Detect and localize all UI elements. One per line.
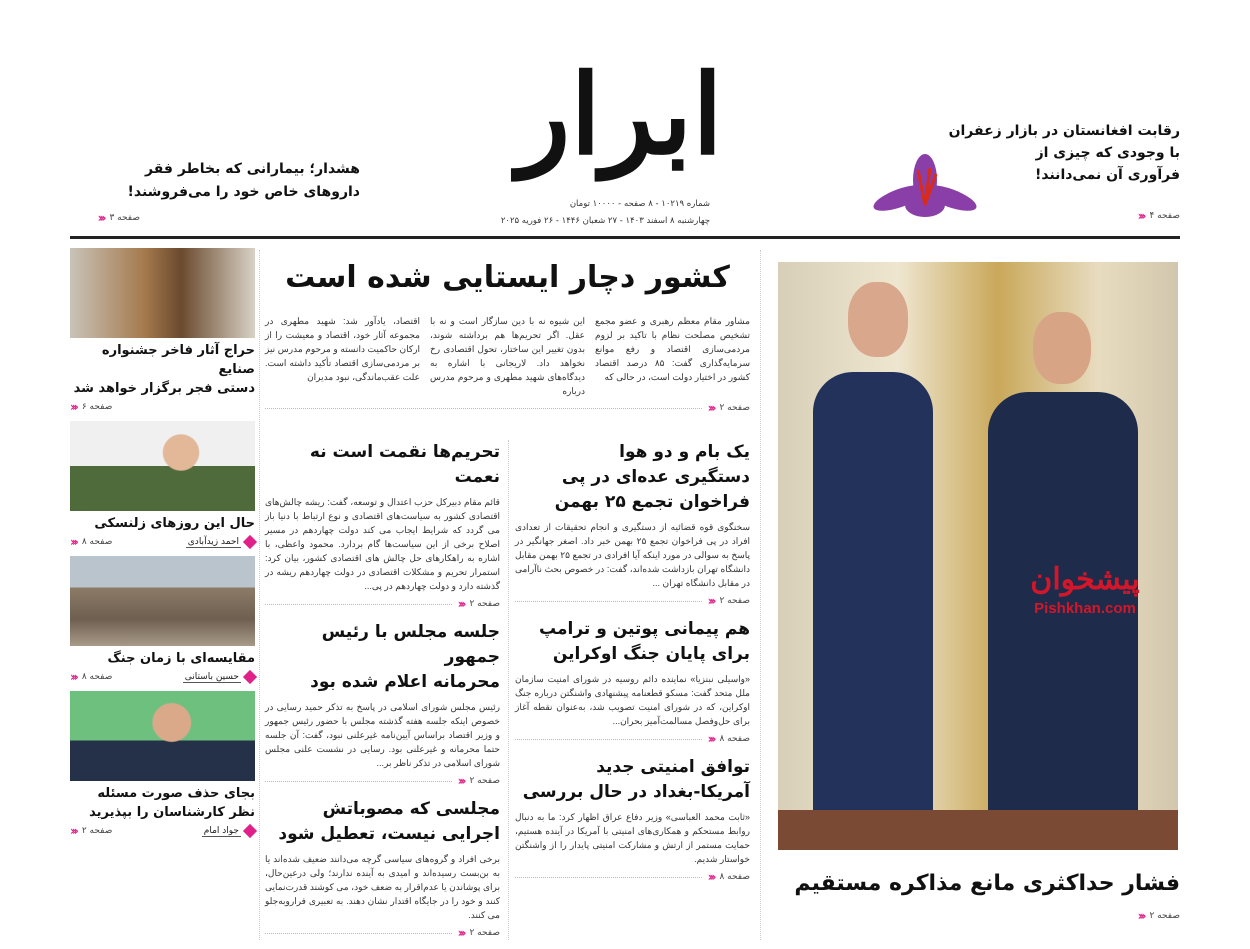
chevrons-icon: ‹‹‹	[707, 401, 714, 415]
page-ref-label: صفحه ۲	[719, 403, 750, 413]
page-ref-label: صفحه ۲	[469, 599, 500, 609]
lead-headline[interactable]: کشور دچار ایستایی شده است	[285, 260, 730, 295]
story	[515, 440, 750, 607]
chevrons-icon: ‹‹‹	[70, 400, 76, 414]
left-story-headline[interactable]: بجای حذف صورت مسئله نظر کارشناسان را بپذیرید	[89, 786, 255, 820]
lead-columns	[265, 314, 750, 398]
news-column-a	[515, 440, 750, 893]
column-divider	[259, 250, 260, 940]
date-line: چهارشنبه ۸ اسفند ۱۴۰۳ - ۲۷ شعبان ۱۴۴۶ - ۲۶ فوریه ۲۰۲۵	[500, 216, 710, 226]
diamond-icon	[243, 535, 257, 549]
left-page-ref[interactable]	[70, 671, 112, 683]
chevrons-icon: ‹‹‹	[70, 824, 76, 838]
story-page-ref[interactable]	[515, 595, 750, 607]
lead-story	[265, 250, 750, 430]
war-ruins-photo	[70, 556, 255, 646]
left-page-ref[interactable]	[70, 536, 112, 548]
left-story	[65, 248, 255, 413]
watermark-en: Pishkhan.com	[1034, 600, 1136, 617]
story-headline[interactable]: هم پیمانی پوتین و ترامپ برای پایان جنگ اوکراین	[538, 619, 750, 664]
chevrons-icon: ‹‹‹	[1137, 909, 1144, 923]
chevrons-icon: ‹‹‹	[457, 774, 464, 788]
diplomats-handshake-photo	[778, 262, 1178, 850]
story-body: سخنگوی قوه قضائیه از دستگیری و انجام تحقیقات از تعدادی افراد در پی فراخوان تجمع ۲۵ بهمن خبر داد. اصغر جهانگیر در پاسخ به سوالی در مورد اینکه آیا افرادی در تجمع ۲۵ بهمن مقابل دانشگاه تهران بازداشت شده‌اند، گفت: در خصوص بحث ناآرامی در مقابل دانشگاه تهران ...	[515, 522, 750, 588]
top-right-headline[interactable]: رقابت افغانستان در بازار زعفران با وجودی که چیزی از فرآوری آن نمی‌دانند!	[948, 123, 1180, 183]
left-page-ref[interactable]	[70, 825, 112, 837]
story-body: برخی افراد و گروه‌های سیاسی گرچه می‌دانند ضعیف شده‌اند یا به بن‌بست رسیده‌اند و امیدی به آینده ندارند؛ ولی درعین‌حال، برای پوشاندن یا عدم‌اقرار به ضعف خود، می کوشند قدرت‌نمایی کنند و خود را در جایگاه اقتدار نشان دهند. به تعبیری فرارو‌به‌جلو می کنند.	[265, 854, 500, 920]
photo-story-page-ref[interactable]	[1105, 910, 1180, 922]
diamond-icon	[243, 824, 257, 838]
left-story-headline[interactable]: حال این روزهای زلنسکی	[94, 516, 255, 531]
page-ref-label: صفحه ۶	[81, 402, 113, 412]
left-story-meta	[65, 401, 255, 413]
story	[265, 440, 500, 610]
page-ref-label: صفحه ۸	[81, 537, 113, 547]
story	[265, 797, 500, 939]
page-ref-label: صفحه ۲	[469, 928, 500, 938]
lead-column-3: اقتصاد، یادآور شد: شهید مطهری در مجموعه آثار خود، اقتصاد و معیشت را از ارکان حاکمیت دانسته و مرحوم مدرس نیز بر مردمی‌سازی اقتصاد تأکید داشته است. علت عقب‌ماندگی، نبود مدیران	[265, 316, 420, 382]
chevrons-icon: ‹‹‹	[707, 732, 714, 746]
watermark	[1000, 560, 1170, 618]
top-left-page-ref[interactable]	[70, 212, 140, 224]
page-ref-label: صفحه ۸	[719, 872, 750, 882]
lead-column-2: این شیوه نه با دین سازگار است و نه با عقل. اگر تحریم‌ها هم برداشته شوند، بدون تغییر این ساختار، تحول اقتصادی رخ نخواهد داد. لاریجانی با اشاره به دیدگاه‌های شهید مطهری و مرحوم مدرس درباره	[430, 316, 585, 396]
lead-column-1: مشاور مقام معظم رهبری و عضو مجمع تشخیص مصلحت نظام با تاکید بر لزوم مردمی‌سازی اقتصاد و رفع موانع سرمایه‌گذاری گفت: ۸۵ درصد اقتصاد کشور در اختیار دولت است، در حالی که	[595, 316, 750, 382]
story-headline[interactable]: یک بام و دو هوا دستگیری عده‌ای در پی فراخوان تجمع ۲۵ بهمن	[554, 442, 750, 512]
column-divider	[760, 250, 761, 940]
chevrons-icon: ‹‹‹	[97, 211, 104, 225]
page-ref-label: صفحه ۲	[469, 776, 500, 786]
divider	[265, 408, 702, 409]
chevrons-icon: ‹‹‹	[707, 594, 714, 608]
story-page-ref[interactable]	[515, 733, 750, 745]
left-column	[65, 248, 255, 845]
news-column-b	[265, 440, 500, 949]
chevrons-icon: ‹‹‹	[457, 926, 464, 940]
speaker-portrait-photo	[70, 691, 255, 781]
author-byline	[183, 672, 255, 683]
story-page-ref[interactable]	[265, 927, 500, 939]
page-ref-label: صفحه ۴	[1149, 211, 1180, 221]
top-left-headline[interactable]: هشدار؛ بیمارانی که بخاطر فقر داروهای خاص خود را می‌فروشند!	[127, 161, 360, 200]
left-story-meta	[65, 825, 255, 837]
photo-story-headline[interactable]: فشار حداکثری مانع مذاکره مستقیم	[794, 871, 1180, 896]
story-body: «واسیلی نبنزیا» نماینده دائم روسیه در شورای امنیت سازمان ملل متحد گفت: مسکو قطعنامه پیشنهادی واشنگتن درباره جنگ اوکراین، که در شورای امنیت تصویب شد، به‌عنوان نقطه آغاز برای حل‌وفصل مسالمت‌آمیز بحران...	[515, 674, 750, 726]
diamond-icon	[243, 670, 257, 684]
story-page-ref[interactable]	[515, 871, 750, 883]
story-body: «ثابت محمد العباسی» وزیر دفاع عراق اظهار کرد: ما به دنبال روابط مستحکم و همکاری‌های امنیتی با آمریکا در آینده هستیم، حمایت مستمر از ارتش و مشارکت امنیتی پایدار را از واشنگتن خواستار شدیم.	[515, 812, 750, 864]
chevrons-icon: ‹‹‹	[457, 597, 464, 611]
story-page-ref[interactable]	[265, 775, 500, 787]
left-story-meta	[65, 671, 255, 683]
story-body: رئیس مجلس شورای اسلامی در پاسخ به تذکر حمید رسایی در خصوص اینکه جلسه هفته گذشته مجلس با حضور رئیس جمهور و وزیر اقتصاد براساس آیین‌نامه غیرعلنی نبود، گفت: آن جلسه حتما محرمانه و غیرعلنی بود. رسایی در نشست علنی مجلس شورای اسلامی در تذکر ناظر بر...	[265, 702, 500, 768]
story-headline[interactable]: توافق امنیتی جدید آمریکا-بغداد در حال بررسی	[522, 757, 750, 802]
page-ref-label: صفحه ۲	[1149, 911, 1180, 921]
story	[265, 620, 500, 787]
page-ref-label: صفحه ۲	[81, 826, 113, 836]
newspaper-logo: ابرار	[517, 50, 723, 179]
author-name: حسین باستانی	[184, 671, 239, 682]
issue-line: شماره ۱۰۲۱۹ - ۸ صفحه - ۱۰۰۰۰ تومان	[569, 199, 710, 209]
left-story-headline[interactable]: حراج آثار فاخر جشنواره صنایع دستی فجر برگزار خواهد شد	[73, 343, 255, 396]
lead-page-ref[interactable]	[265, 402, 750, 414]
author-byline	[186, 537, 255, 548]
watermark-fa: پیشخوان	[1030, 562, 1140, 597]
handicrafts-exhibition-photo	[70, 248, 255, 338]
author-name: احمد زیدآبادی	[187, 536, 239, 547]
header-rule	[70, 236, 1180, 239]
chevrons-icon: ‹‹‹	[70, 535, 76, 549]
left-story	[65, 556, 255, 683]
left-page-ref[interactable]	[70, 401, 112, 413]
top-right-page-ref[interactable]	[1110, 210, 1180, 222]
page-ref-label: صفحه ۳	[109, 213, 140, 223]
story	[515, 617, 750, 745]
story-headline[interactable]: جلسه مجلس با رئیس جمهور محرمانه اعلام شده بود	[310, 622, 500, 692]
story-page-ref[interactable]	[265, 598, 500, 610]
story-headline[interactable]: تحریم‌ها نقمت است نه نعمت	[309, 442, 500, 487]
column-divider	[508, 440, 509, 940]
chevrons-icon: ‹‹‹	[707, 870, 714, 884]
left-story-meta	[65, 536, 255, 548]
chevrons-icon: ‹‹‹	[1137, 209, 1144, 223]
story	[515, 755, 750, 883]
page-ref-label: صفحه ۸	[81, 672, 113, 682]
page-ref-label: صفحه ۸	[719, 734, 750, 744]
page-ref-label: صفحه ۲	[719, 596, 750, 606]
zelensky-photo	[70, 421, 255, 511]
chevrons-icon: ‹‹‹	[70, 670, 76, 684]
left-story-headline[interactable]: مقایسه‌ای با زمان جنگ	[107, 651, 255, 666]
author-name: جواد امام	[203, 825, 239, 836]
story-body: قائم مقام دبیرکل حزب اعتدال و توسعه، گفت: ریشه چالش‌های اقتصادی کشور به سیاست‌های اقتصادی و نوع ارتباط با دنیا باز می گردد که شرایط ایجاب می کند دولت چهاردهم در مسیر اصلاح برخی از این سیاست‌ها گام بردارد. محمود واعظی، با اشاره به راهکارهای حل چالش های اقتصادی کشور، بیان کرد: استمرار تحریم و مشکلات اقتصادی در دولت چهاردهم ریشه در گذشته دارد و دولت چهاردهم در پی...	[265, 497, 500, 591]
left-story	[65, 421, 255, 548]
left-story	[65, 691, 255, 837]
story-headline[interactable]: مجلسی که مصوباتش اجرایی نیست، تعطیل شود	[278, 799, 500, 844]
author-byline	[202, 826, 255, 837]
